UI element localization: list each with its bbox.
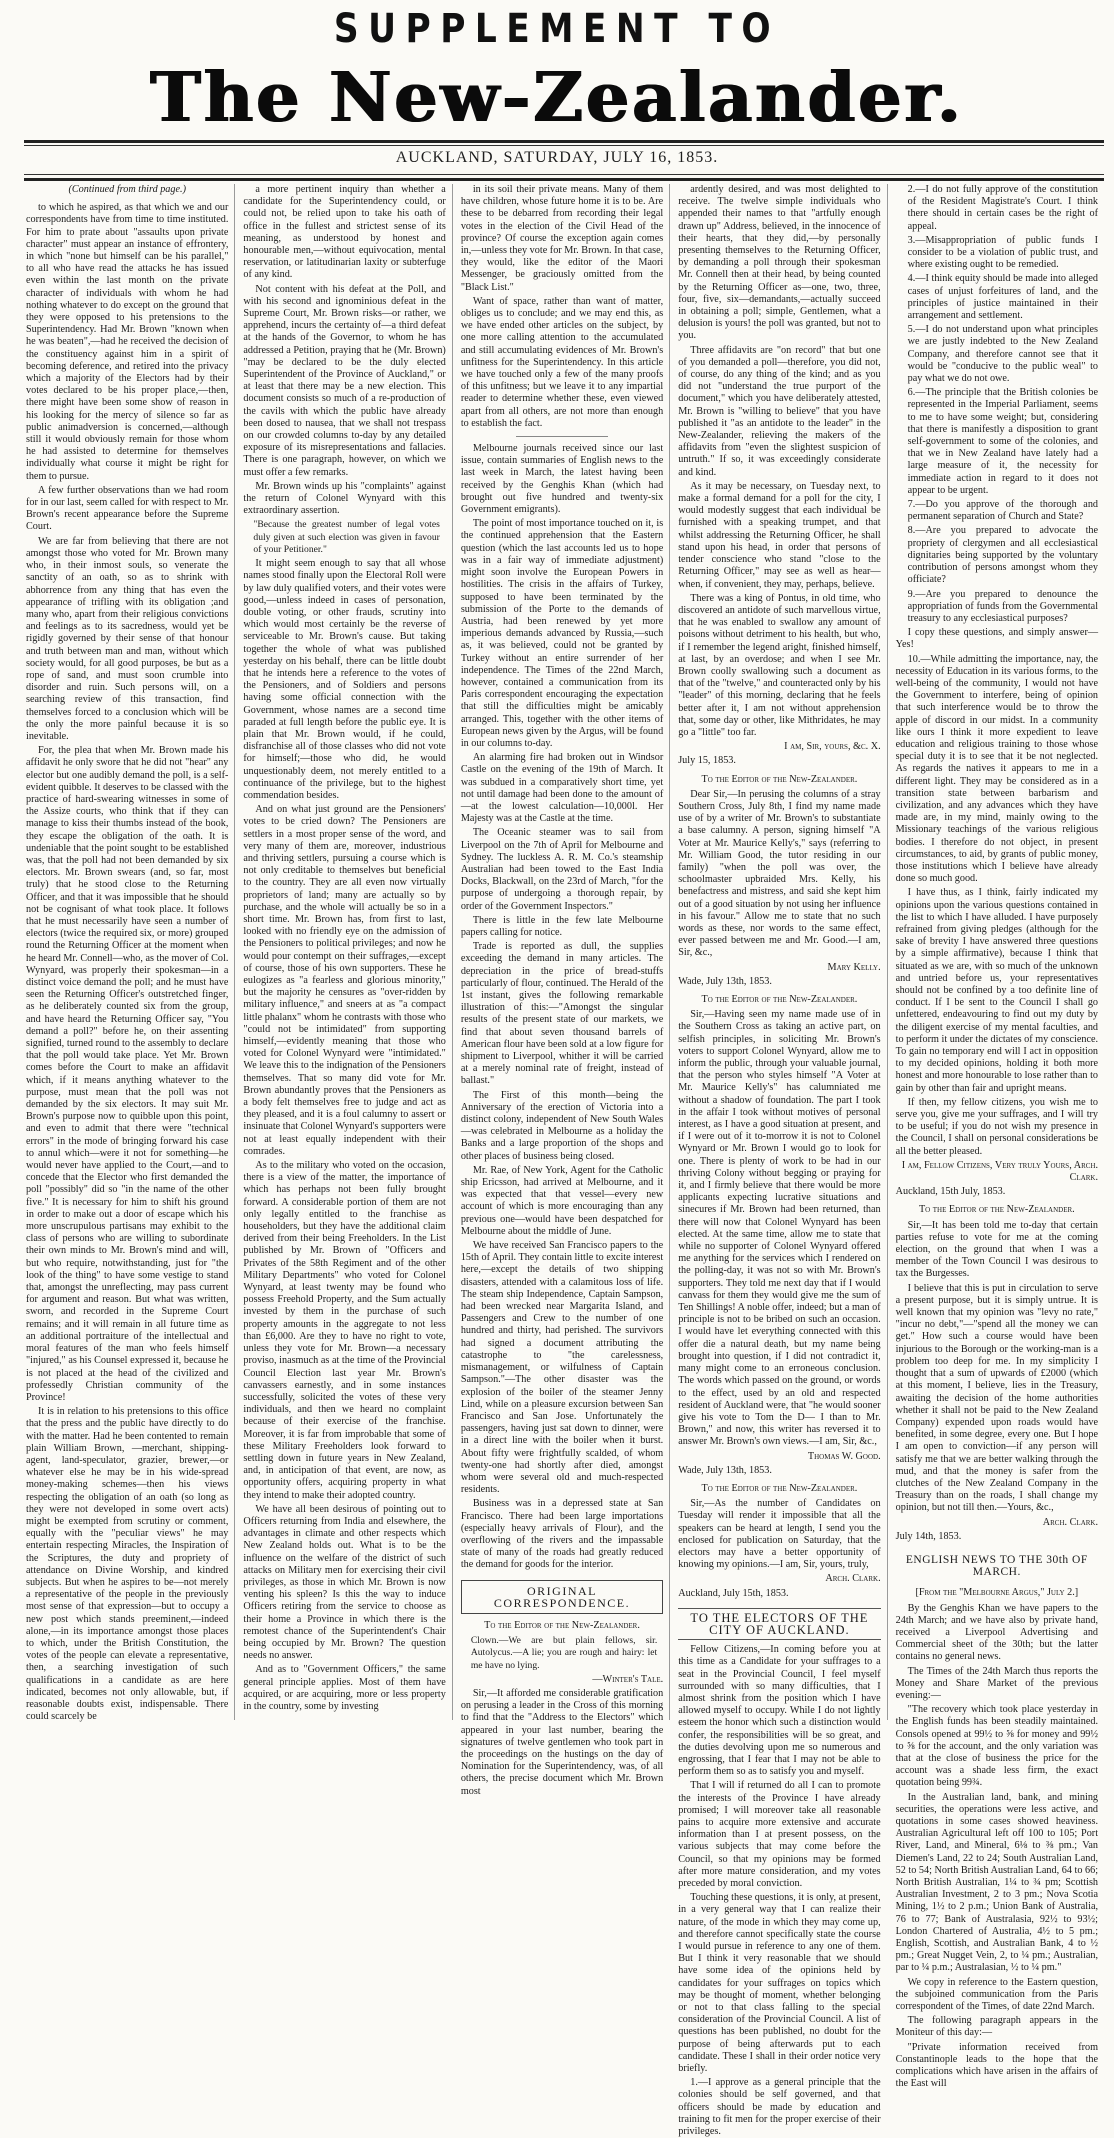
list-item: 9.—Are you prepared to denounce the appropriation of funds from the Governmental treasury to any ecclesiastical purposes?	[907, 588, 1099, 624]
masthead	[0, 0, 1114, 188]
quoted-passage: "Because the greatest number of legal votes duly given at such election was given in favour of your Petitioner."	[253, 519, 440, 555]
paragraph: In the Australian land, bank, and mining securities, the operations were less active, and quotations in some cases showed heaviness. Australian Agricultural left off 100 to 105; Port River, Land, and Mineral, 6⅛ to ⅜ pm.; Van Diemen's Land, 22 to 24; South Australian Land, 52 to 54; North British Australian Land, 64 to 66; North British Australian, 1¼ to ¾ pm; Scottish Australian Investment, 2 to 3 pm.; Nova Scotia Mining, 1½ to 2 p.m.; Union Bank of Australia, 76 to 77; Bank of Australasia, 92½ to 93½; London Chartered of Australia, 4½ to 5 pm.; English, Scottish, and Australian Bank, 4 to ½ pm.; Great Nugget Vein, 2, to ¼ pm.; Australian, par to ¼ p.m.; Australasian, ½ to ¼ pm."	[895, 1791, 1099, 1974]
letter-date: Wade, July 13th, 1853.	[678, 1464, 772, 1476]
paragraph: An alarming fire had broken out in Windsor Castle on the evening of the 19th of March. It was subdued in a comparatively short time, yet not until damage had been done to the amount of—at the lowest calculation—10,000l. Her Majesty was at the Castle at the time.	[460, 752, 664, 825]
section-heading-english-news: ENGLISH NEWS TO THE 30th OF MARCH.	[905, 1553, 1088, 1579]
paragraph: The First of this month—being the Anniversary of the erection of Victoria into a distinct colony, independent of New South Wales—was celebrated in Melbourne as a holiday the Banks and a large proportion of the shops and other places of business being closed.	[460, 1089, 664, 1162]
paragraph: We have received San Francisco papers to the 15th of April. They contain little to excite interest here,—except the details of two shipping disasters, attended with a calamitous loss of life. The steam ship Independence, Captain Sampson, had been wrecked near Margarita Island, and Passengers and Crew to the number of one hundred and thirty, had perished. The survivors had signed a document attributing the catastrophe to "the carelessness, mismanagement, or wilfulness of Captain Sampson."—The other disaster was the explosion of the boiler of the steamer Jenny Lind, while on a pleasure excursion between San Francisco and San Jose. Unfortunately the passengers, having just sat down to dinner, were in a direct line with the boiler when it burst. About fifty were frightfully scalded, of whom twenty-one had shortly after died, amongst whom were several old and much-respected residents.	[460, 1240, 664, 1496]
paragraph: As it may be necessary, on Tuesday next, to make a formal demand for a poll for the city, I would modestly suggest that each individual be furnished with a speaking trumpet, and that whilst addressing the Returning Officer, he shall stand upon his head, in order that persons of tender conscience who stand "close to the Returning Officer," may see as well as hear—when, if convenient, they may, perhaps, believe.	[678, 480, 881, 590]
paragraph: There is little in the few late Melbourne papers calling for notice.	[460, 914, 664, 938]
paragraph: We have all been desirous of pointing out to Officers returning from India and elsewhere, the advantages in climate and other respects which New Zealand holds out. What is to be the influence on the welfare of the district of such attacks on Military men for exercising their civil privileges, as those in which Mr. Brown is now venting his spleen? Is this the way to induce Officers retiring from the service to choose as their home a Province in which there is the remotest chance of the Superintendent's Chair being occupied by Mr. Brown? The question needs no answer.	[243, 1503, 446, 1662]
paragraph: to which he aspired, as that which we and our correspondents have from time to time instituted. For him to prate about "assaults upon private character" must appear an instance of effrontery, in which "none but himself can be his parallel," to all who have read the attacks he has issued even within the last month on the private character of individuals with whom he had nothing whatever to do except on the ground that they were opposed to his pretensions to the Superintendency. Had Mr. Brown "known when he was beaten",—had he received the decision of the constituency against him in a spirit of becoming deference, and retired into the privacy which a majority of the Electors had by their votes declared to be his proper place,—then, there might have been some show of reason in his looking for the mercy of silence so far as public animadversion is concerned,—although still it would obviously remain for those whom he had assisted to determine for themselves individually what course it might be right for them to pursue.	[26, 202, 229, 482]
letter-date: Auckland, July 15th, 1853.	[678, 1587, 789, 1599]
letter-address: To the Editor of the New-Zealander.	[701, 1482, 858, 1494]
list-item: 8.—Are you prepared to advocate the propriety of clergymen and all ecclesiastical dignitaries being supported by the voluntary contribution of persons amongst whom they officiate?	[907, 525, 1099, 586]
letter-date: Wade, July 13th, 1853.	[678, 975, 772, 987]
section-heading-correspondence: ORIGINAL CORRESPONDENCE.	[461, 1580, 663, 1614]
masthead-rule-bottom	[24, 178, 1104, 181]
paragraph: That I will if returned do all I can to promote the interests of the Province I have already promised; I will moreover take all reasonable pains to acquire more extensive and accurate information than I at present possess, on the various subjects that may come before the Council, so that my opinions may be formed after more mature consideration, and my votes preceded by moral conviction.	[678, 1780, 881, 1890]
paragraph: There was a king of Pontus, in old time, who discovered an antidote of such marvellous virtue, that he was enabled to swallow any amount of poisons without detriment to his health, but who, if I remember the legend aright, finished himself, at last, by an overdose; and when I see Mr. Brown coolly swallowing such a document as that of the "twelve," and counteracted only by his "leader" of this morning, declaring that he feels better after it, I am not without apprehension that, some day or other, like Mithridates, he may go a "little" too far.	[678, 592, 881, 738]
paragraph: Business was in a depressed state at San Francisco. There had been large importations (especially heavy arrivals of Flour), and the overflowing of the rivers and the impassable state of many of the roads had greatly reduced the demand for goods for the interior.	[460, 1498, 664, 1571]
letter-signature: Thomas W. Good.	[807, 1450, 881, 1462]
letter-address: To the Editor of the New-Zealander.	[701, 994, 858, 1005]
letter-address: To the Editor of the New-Zealander.	[918, 1204, 1075, 1216]
paragraph: For, the plea that when Mr. Brown made his affidavit he only swore that he did not "hear" any elector but one audibly demand the poll, is a self-evident quibble. It deserves to be classed with the practice of hard-swearing witnesses in some of the Assize courts, who think that if they can manage to kiss their thumbs instead of the book, they escape the obligation of the oath. It is undeniable that the point sought to be established was, that the poll had not been demanded by six electors. Mr. Brown swears (and, so far, most truly) that he stood close to the Returning Officer, and that it was impossible that he should not be cognisant of what took place. It follows that he must necessarily have seen a number of electors (twice the required six, or more) grouped round the Returning Officer at the moment when he heard Mr. Connell—who, as the mover of Col. Wynyard, was properly their spokesman—in a distinct voice demand the poll; and he must have seen the Returning Officer's outstretched finger, as he deliberately counted six from the group, and have heard the Returning Officer say, "You demand a poll?" before he, on their assenting signified, turned round to the assembly to declare that the poll would take place. Yet Mr. Brown comes before the Court to make an affidavit which, if it means anything whatever to the purpose, must mean that the poll was not demanded by the six electors. It may suit Mr. Brown's purpose now to quibble upon this point, and even to admit that there were "technical errors" in the mode of bringing forward his case to annul which—were it not for something—he would never have applied to the Court,—and to concede that the Elector who first demanded the poll "possibly" did so "in the name of the other five." It is necessary for him to shift his ground in order to make out a door of escape which his more unscrupulous partisans may exhibit to the class of persons who are willing to subordinate their own minds to Mr. Brown's mind and will, but who require, notwithstanding, just for "the look of the thing" to have some vestige to stand that, amongst the unreflecting, may pass current for argument and reason. But what was written, sworn, and recorded in the Supreme Court remains; and it will remain in all future time as an additional portraiture of the intellectual and moral features of the man who feels himself "injured," as his Counsel expressed it, because he is not placed at the head of the civilized and professedly Christian community of the Province!	[26, 745, 229, 1403]
list-item: 3.—Misappropriation of public funds I consider to be a violation of public trust, and where existing ought to be remedied.	[907, 234, 1099, 271]
dateline: AUCKLAND, SATURDAY, JULY 16, 1853.	[395, 149, 719, 166]
paragraph: 1.—I approve as a general principle that the colonies should be self governed, and that officers should be made by education and training to fit men for the proper exercise of their privileges.	[678, 2077, 881, 2138]
numbered-answers	[896, 184, 1098, 625]
paragraph: 10.—While admitting the importance, nay, the necessity of Education in its various forms, to the well-being of the community, I would not have the Government to interfere, being of opinion that such interference would be to throw the apple of discord in our midst. In a community like ours I think it more expedient to leave education and religious training to those whose special duty it is to see that it be not neglected. As regards the natives it appears to me in a different light. They may be considered as in a transition state between barbarism and civilization, and any advances which they have made are, in my mind, mainly owing to the Missionary teachings of the various religious bodies. I therefore do not object, in present circumstances, to aid, by grants of public money, those institutions which I believe have already done so much good.	[895, 653, 1099, 885]
paragraph: As to the military who voted on the occasion, there is a view of the matter, the importance of which has perhaps not been fully brought forward. A considerable portion of them are not only legally entitled to the franchise as householders, but they have the additional claim derived from their being Freeholders. In the List published by Mr. Brown of "Officers and Privates of the 58th Regiment and of the other Military Departments" who voted for Colonel Wynyard, at least twenty may be found who possess Freehold Property, and the Sum actually invested by them in the purchase of such property amounts in the aggregate to not less than £6,000. Are they to have no right to vote, unless they vote for Mr. Brown—a necessary proviso, inasmuch as at the time of the Provincial Council Election last year Mr. Brown's canvassers earnestly, and in some instances successfully, solicited the votes of these very individuals, and then we heard no complaint because of their exercise of the franchise. Moreover, it is far from improbable that some of these Military Freeholders look forward to settling down in future years in New Zealand, and, in anticipation of that event, are now, as opportunity offers, acquiring property in what they intend to make their adopted country.	[243, 1160, 446, 1501]
paragraph: Sir,—As the number of Candidates on Tuesday will render it impossible that all the speakers can be heard at length, I send you the enclosed for publication on Saturday, that the electors may have a better opportunity of knowing my opinions.—I am, Sir, yours, truly,	[678, 1498, 881, 1571]
masthead-rule-top	[24, 140, 1104, 143]
column-5	[895, 184, 1104, 2090]
paragraph: We copy in reference to the Eastern question, the subjoined communication from the Paris correspondent of the Times, of date 22nd March.	[895, 1976, 1099, 2013]
paragraph: Sir,—It afforded me considerable gratification on perusing a leader in the Cross of this morning to find that the "Address to the Electors" which appeared in your last number, bearing the signatures of twelve gentlemen who took part in the proceedings on the hustings on the day of Nomination for the Superintendency, was, of all others, the precise document which Mr. Brown most	[460, 1687, 664, 1797]
column-4	[678, 184, 887, 2138]
paragraph: The Oceanic steamer was to sail from Liverpool on the 7th of April for Melbourne and Sydney. The luckless A. R. M. Co.'s steamship Australian had been towed to the East India Docks, Blackwall, on the 23rd of March, "for the purpose of undergoing a thorough repair, by order of the Government Inspectors."	[460, 827, 664, 912]
letter-signature: Arch. Clark.	[1042, 1516, 1099, 1528]
paragraph: I copy these questions, and simply answer—Yes!	[895, 627, 1099, 651]
paragraph: Not content with his defeat at the Poll, and with his second and ignominious defeat in the Supreme Court, Mr. Brown risks—or rather, we apprehend, incurs the certainty of—a third defeat at the hands of the Governor, to whom he has addressed a Petition, praying that he (Mr. Brown) "may be declared to be the duly elected Superintendent of the Province of Auckland," or at least that there may be a new election. This document consists so much of a re-production of the cavils with which the public have already been dosed to nausea, that we shall not trespass on our crowded columns to-day by any detailed exposure of its misrepresentations and fallacies. There is one paragraph, however, on which we must offer a few remarks.	[243, 283, 446, 478]
paragraph: It might seem enough to say that all whose names stood finally upon the Electoral Roll were by law duly qualified voters, and their votes were good,—unless indeed in cases of personation, double voting, or other frauds, scrutiny into which would most certainly be the reverse of serviceable to Mr. Brown's cause. But taking together the whole of what was published yesterday on his behalf, there can be little doubt that he intends here a reference to the votes of the Pensioners, and of Soldiers and persons having some official connection with the Government, whose names are a second time paraded at full length before the public eye. It is plain that Mr. Brown would, if he could, disfranchise all of those classes who did not vote for himself;—those who did, he would unquestionably deem, not merely entitled to a continuance of the privilege, but to the highest commendation besides.	[243, 558, 446, 801]
paragraph: in its soil their private means. Many of them have children, whose future home it is to be. Are these to be debarred from recording their legal votes in the election of the Civil Head of the province? Of course the exception again comes in,—unless they vote for Mr. Brown. In that case, they would, like the editor of the Maori Messenger, be graciously omitted from the "Black List."	[460, 184, 664, 293]
newspaper-title: The New-Zealander.	[150, 58, 964, 138]
paragraph: Sir,—Having seen my name made use of in the Southern Cross as taking an active part, on selfish principles, in soliciting Mr. Brown's voters to support Colonel Wynyard, allow me to inform the public, through your valuable journal, that the person who styles himself "A Voter at Mr. Maurice Kelly's" has calumniated me without a shadow of foundation. The part I took in the affair I took without motives of personal interest, as I have a good situation at present, and if I were out of it to-morrow it is not to Colonel Wynyard or Mr. Brown I would go to look for one. There is plenty of work to be had in our thriving Colony without begging or praying for it, and I firmly believe that there would be more applicants expecting lucrative situations and sinecures if Mr. Brown had been returned, than there will now that Colonel Wynyard has been elected. At the same time, allow me to state that while no supporter of Colonel Wynyard offered me anything for the services which I rendered on the polling-day, it was not so with Mr. Brown's supporters. They told me next day that if I would canvass for them they would give me the sum of Ten Shillings! A noble offer, indeed; but a man of principle is not to be bribed on such an occasion. I would have let everything connected with this offer die a natural death, but my name being brought into question, if I did not contradict it, many might come to an erroneous conclusion. The words which passed on the ground, or words to the effect, used by an old and respected resident of Auckland were, that "he would sooner give his vote to Tom the D— I than to Mr. Brown," and now, this writer has reversed it to answer Mr. Brown's own views.—I am, Sir, &c.,	[678, 1009, 881, 1448]
paragraph: Melbourne journals received since our last issue, contain summaries of English news to the last week in March, the latest having been received by the Genghis Khan (which had brought out five hundred and twenty-six Government emigrants).	[460, 443, 664, 516]
letter-signature: Mary Kelly.	[827, 961, 881, 973]
source-note: [From the "Melbourne Argus," July 2.]	[915, 1587, 1079, 1599]
paragraph: A few further observations than we had room for in our last, seem called for with respect to Mr. Brown's recent appearance before the Supreme Court.	[26, 484, 229, 533]
paragraph: ardently desired, and was most delighted to receive. The twelve simple individuals who appended their names to that "artfully enough drawn up" Address, believed, in the innocence of their hearts, that they did,—by personally presenting themselves to the Returning Officer, by demanding a poll through their spokesman Mr. Connell then at their head, by being counted by the Returning Officer as—one, two, three, four, five, six—demandants,—actually succeed in obtaining a poll; simple, Gentlemen, what a delusion is yours! the poll was granted, but not to you.	[678, 184, 881, 342]
paragraph: "Private information received from Constantinople leads to the hope that the complications which have arisen in the affairs of the East will	[895, 2041, 1099, 2090]
paragraph: Mr. Brown winds up his "complaints" against the return of Colonel Wynyard with this extraordinary assertion.	[243, 480, 446, 517]
column-1	[26, 184, 235, 1723]
column-3	[460, 184, 670, 1797]
paragraph: Mr. Rae, of New York, Agent for the Catholic ship Ericsson, had arrived at Melbourne, and it was expected that that vessel—every new account of which is more encouraging than any previous one—would have been despatched for Melbourne about the middle of June.	[460, 1164, 664, 1237]
epigraph: Clown.—We are but plain fellows, sir. Autolycus.—A lie; you are rough and hairy: let me have no lying.	[470, 1635, 658, 1671]
letter-signature: I am, Fellow Citizens, Very truly Yours, Arch. Clark.	[901, 1159, 1099, 1184]
paragraph: And as to "Government Officers," the same general principle applies. Most of them have acquired, or are acquiring, more or less property in the country, some by investing	[243, 1664, 446, 1712]
paragraph: Touching these questions, it is only, at present, in a very general way that I can realize their nature, of the mode in which they may come up, and therefore cannot specifically state the course I would pursue in reference to any one of them. But I think it very reasonable that we should have some idea of the opinions held by candidates for your suffrages on topics which may be thought of moment, whether belonging or not to that class falling to the special consideration of the Provincial Council. A list of questions has been published, no doubt for the purpose of being afterwards put to each candidate. These I shall in their order notice very briefly.	[678, 1892, 881, 2075]
paragraph: By the Genghis Khan we have papers to the 24th March; and we have also by private hand, received a Liverpool Advertising and Commercial sheet of the 30th; but the latter contains no general news.	[895, 1602, 1099, 1663]
paragraph: Dear Sir,—In perusing the columns of a stray Southern Cross, July 8th, I find my name made use of by a writer of Mr. Brown's to substantiate a base calumny. A person, signing himself "A Voter at Mr. Maurice Kelly's," says (referring to Mr. William Good, the tutor residing in our family) "when the poll was over, the schoolmaster upbraided Mrs. Kelly, his benefactress and mistress, and said she kept him out of a good situation by not using her influence in his favour." Allow me to state that no such words as these, nor words to the same effect, ever passed between me and Mr. Good.—I am, Sir, &c.,	[678, 788, 881, 959]
list-item: 7.—Do you approve of the thorough and permanent separation of Church and State?	[907, 499, 1099, 523]
paragraph: And on what just ground are the Pensioners' votes to be cried down? The Pensioners are settlers in a most proper sense of the word, and very many of them are, moreover, industrious and thriving settlers, pursuing a course which is not only creditable to themselves but beneficial to the country. They are all even now virtually proprietors of land; many are actually so by purchase, and the whole will actually be so in a short time. Mr. Brown has, from first to last, looked with no friendly eye on the admission of the Pensioners to political privileges; and now he would pour contempt on their suffrages,—except of course, those of his own supporters. These he eulogizes as "a fearless and glorious minority," but the majority he censures as "over-ridden by military influence," and sneers at as "a compact little phalanx" whom he contrasts with those who "could not be intimidated" from supporting himself,—evidently meaning that those who voted for Colonel Wynyard were "intimidated." We leave this to the indignation of the Pensioners themselves. That so many did vote for Mr. Brown abundantly proves that the Pensioners as a body felt themselves free to judge and act as they pleased, and it is a foul calumny to assert or insinuate that Colonel Wynyard's supporters were not at least equally independent with their comrades.	[243, 804, 446, 1157]
paragraph: We are far from believing that there are not amongst those who voted for Mr. Brown many who, in their inmost souls, so venerate the sanctity of an oath, so as to shrink with abhorrence from any thing that has even the appearance of trifling with its obligation ;and many who, apart from their religious convictions and feelings as to its sacredness, would yet be rigidly governed by their sense of that honour and truth between man and man, without which society would, for all good purposes, be but as a rope of sand, and must soon crumble into disorder and ruin. Such persons will, on a searching review of this transaction, find themselves forced to a conclusion which will be the only the more painful because it is so inevitable.	[26, 535, 229, 742]
list-item: 6.—The principle that the British colonies be represented in the Imperial Parliament, seems to me to have some weight; but, considering that there is manifestly a disposition to grant self-government to some of the colonies, and that we in New Zealand have lately had a large measure of it, the necessity for immediate action in regard to it does not appear to be urgent.	[907, 387, 1099, 496]
epigraph-source: —Winter's Tale.	[592, 1673, 664, 1685]
paragraph: The following paragraph appears in the Moniteur of this day:—	[895, 2015, 1099, 2039]
paragraph: The Times of the 24th March thus reports the Money and Share Market of the previous evening:—	[895, 1665, 1099, 1701]
paragraph: I have thus, as I think, fairly indicated my opinions upon the various questions contained in the list to which I have alluded. I have purposely refrained from giving pledges (although for the sake of brevity I have answered three questions by a simple affirmative), because I think that situated as we are, with so much of the unknown and untried before us, your representatives should not be confined by a too definite line of conduct. If I be sent to the Council I shall go unfettered, endeavouring to find out my duty by the diligent exercise of my mental faculties, and to perform it under the dictates of my conscience. To gain no temporary end will I act in opposition to my decided opinions, holding it both more honest and more honourable to lose rather than to gain by other than fair and upright means.	[895, 887, 1099, 1094]
letter-signature: Arch. Clark.	[825, 1573, 881, 1585]
supplement-heading: SUPPLEMENT TO	[333, 6, 781, 52]
continuation-note: (Continued from third page.)	[68, 184, 186, 195]
paragraph: Trade is reported as dull, the supplies exceeding the demand in many articles. The depreciation in the price of bread-stuffs particularly of flour, continued. The Herald of the 1st instant, gives the following remarkable illustration of this:—"Amongst the singular results of the present state of our markets, we find that about seven thousand barrels of American flour have been sold at a low figure for shipment to Liverpool, whither it will be carried at a merely nominal rate of freight, instead of ballast."	[460, 941, 664, 1087]
list-item: 4.—I think equity should be made into alleged cases of unjust forfeitures of land, and the principles of justice maintained in their arrangement and settlement.	[907, 273, 1099, 322]
letter-signature: I am, Sir, yours, &c. X.	[784, 741, 881, 753]
paragraph: Fellow Citizens,—In coming before you at this time as a Candidate for your suffrages to a seat in the Provincial Council, I feel myself surrounded with so many difficulties, that I almost shrink from the position which I have allowed myself to occupy. While I do not lightly esteem the honor which such a distinction would confer, the responsibilities will be so great, and the duties devolving upon me so numerous and engrossing, that I fear that I may not be able to perform them so as to satisfy you and myself.	[678, 1644, 881, 1778]
paragraph: Want of space, rather than want of matter, obliges us to conclude; and we may end this, as we have ended other articles on the subject, by one more calling attention to the accumulated and still accumulating evidences of Mr. Brown's unfitness for the Superintendency. In this article we have touched only a few of the many proofs of this unfitness; but we leave it to any impartial reader to determine whether these, even viewed apart from all others, are not more than enough to establish the fact.	[460, 295, 664, 429]
section-divider	[516, 436, 607, 437]
paragraph: "The recovery which took place yesterday in the English funds has been steadily maintained. Consols opened at 99½ to ⅝ for money and 99½ to ⅝ for the account, and the only variation was that at the close of business the price for the account was a shade less firm, the exact quotation being 99¾.	[895, 1704, 1099, 1789]
letter-date: July 15, 1853.	[678, 755, 736, 767]
list-item: 2.—I do not fully approve of the constitution of the Resident Magistrate's Court. I think there should in certain cases be the right of appeal.	[907, 184, 1099, 232]
paragraph: Three affidavits are "on record" that but one of you demanded a poll—therefore, you did not, of course, do any thing of the kind; and as you did not "understand the true purport of the document," which you have deliberately attested, Mr. Brown is "willing to believe" that you have published it "as an antidote to the leader" in the New-Zealander, relieving the makers of the affidavits from "even the slightest suspicion of untruth." If so, it was exceedingly considerate and kind.	[678, 344, 881, 478]
letter-date: Auckland, 15th July, 1853.	[895, 1186, 1006, 1198]
article-columns	[26, 184, 1104, 2138]
list-item: 5.—I do not understand upon what principles we are justly indebted to the New Zealand Company, and therefore cannot see that it would be "conducive to the public weal" to pay what we do not owe.	[907, 324, 1099, 385]
section-heading-electors: TO THE ELECTORS OF THE CITY OF AUCKLAND.	[678, 1608, 880, 1640]
paragraph: If then, my fellow citizens, you wish me to serve you, give me your suffrages, and I will try to be useful; if you do not wish my presence in the Council, I shall on personal considerations be all the better pleased.	[895, 1096, 1099, 1157]
column-2	[243, 184, 452, 1720]
paragraph: I believe that this is put in circulation to serve a present purpose, but it is simply untrue. It is well known that my opinion was "levy no rate," "incur no debt,"—"spend all the money we can get." How such a course would have been injurious to the Borough or the working-man is a problem too deep for me. In my simplicity I thought that a sum of upwards of £2000 (which at this moment, I believe, lies in the Treasury, awaiting the decision of the home authorities whether it shall not be paid to the New Zealand Company) expended upon roads would have benefited, in some degree, every one. But I hope I am open to conviction—if any person will satisfy me that we are better walking through the mud, and that the money is safer from the clutches of the New Zealand Company in the Treasury than on the roads, I shall change my opinion, but not till then.—Yours, &c.,	[895, 1282, 1099, 1514]
paragraph: The point of most importance touched on it, is the continued apprehension that the Eastern question (which the last accounts led us to hope was in a fair way of immediate adjustment) might soon involve the European Powers in hostilities. The crisis in the affairs of Turkey, supposed to have been terminated by the submission of the Porte to the demands of Austria, had been renewed by yet more imperious demands advanced by Russia,—such as, it was believed, could not be granted by Turkey without an entire surrender of her independence. The Times of the 22nd March, however, contained a communication from its Paris correspondent encouraging the expectation that still the difficulties might be amicably arranged. This, together with the other items of European news given by the Argus, will be found in our columns to-day.	[460, 518, 664, 749]
paragraph: Sir,—It has been told me to-day that certain parties refuse to vote for me at the coming election, on the ground that when I was a member of the Town Council I was desirous to tax the Burgesses.	[895, 1219, 1099, 1280]
paragraph: a more pertinent inquiry than whether a candidate for the Superintendency could, or could not, be relied upon to take his oath of office in the fullest and strictest sense of its meaning, as understood by honest and honourable men,—without equivocation, mental reservation, or latitudinarian laxity or subterfuge of any kind.	[243, 184, 446, 281]
letter-address: To the Editor of the New-Zealander.	[701, 773, 858, 785]
masthead-rule-bottom-thin	[24, 174, 1104, 175]
letter-date: July 14th, 1853.	[895, 1530, 962, 1542]
paragraph: It is in relation to his pretensions to this office that the press and the public have directly to do with the matter. Had he been contented to remain plain William Brown, —merchant, shipping-agent, land-speculator, grazier, brewer,—or whatever else he may be in his wide-spread money-making schemes—then his views respecting the obligation of an oath (so long as they were not developed in some overt acts) might be exempted from scrutiny or comment, equally with the "peculiar views" he may entertain respecting Miracles, the Inspiration of the Scriptures, the duty and propriety of attendance on Divine Worship, and kindred subjects. But when he aspires to be—not merely a representative of the people in the previously most sense of that expression—but to occupy a new post which stands preeminent,—indeed alone,—in its importance amongst those places to which, under the British Constitution, the votes of the people can elevate a representative, then, a searching investigation of such qualifications in a candidate as are here indicated, becomes not only allowable, but, if reasonable doubts exist, indispensable. There could scarcely be	[26, 1406, 229, 1723]
masthead-rule-top-thin	[24, 145, 1104, 146]
letter-address: To the Editor of the New-Zealander.	[484, 1619, 640, 1631]
